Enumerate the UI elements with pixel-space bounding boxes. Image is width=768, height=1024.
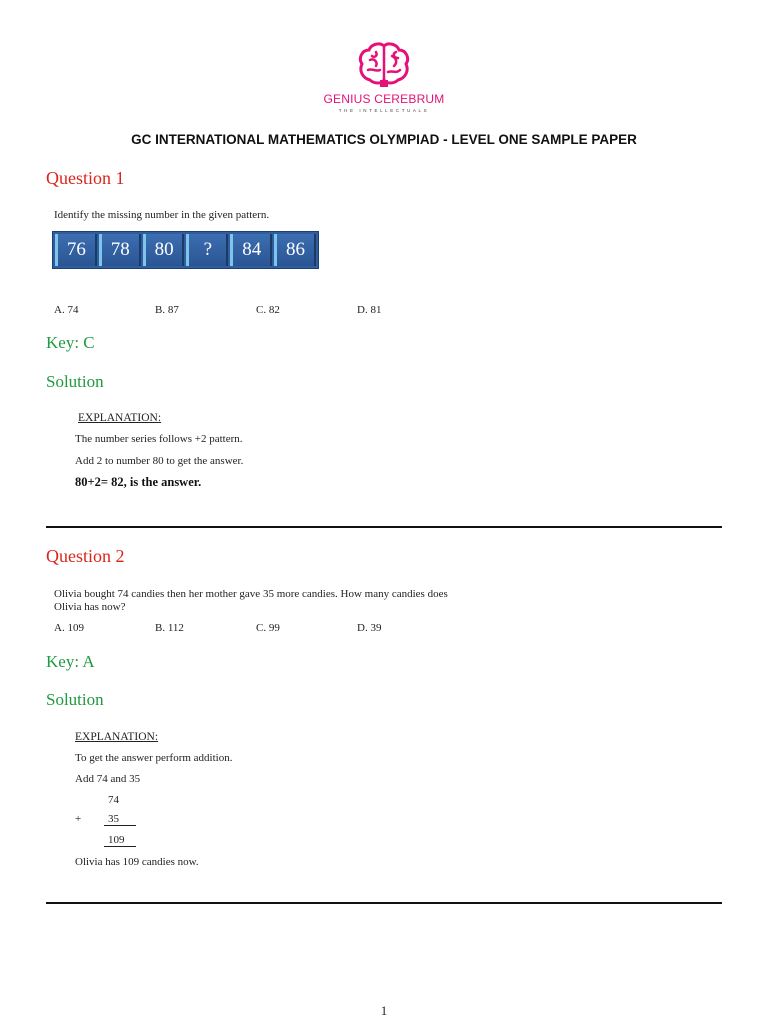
option-d: D. 81 [357,304,382,316]
page-number: 1 [380,1003,388,1018]
explanation-heading: EXPLANATION: [75,731,159,743]
explanation-heading: EXPLANATION: [78,412,162,424]
explanation-line: The number series follows +2 pattern. [75,433,243,445]
pattern-cell: 84 [230,234,272,266]
addend-a: 74 [108,794,119,806]
question-1-key: Key: C [46,333,95,352]
question-2-prompt-line2: Olivia has now? [54,601,126,613]
addend-b: 35 [104,813,136,826]
question-2-heading: Question 2 [46,546,125,566]
pattern-cell: 78 [99,234,141,266]
conclusion: Olivia has 109 candies now. [75,856,199,868]
option-b: B. 87 [155,304,179,316]
pattern-cell: 80 [143,234,185,266]
document-title: GC INTERNATIONAL MATHEMATICS OLYMPIAD - LEVEL ONE SAMPLE PAPER [131,132,637,147]
logo [320,40,448,120]
section-divider [46,902,722,904]
explanation-line: To get the answer perform addition. [75,752,233,764]
option-a: A. 109 [54,622,84,634]
plus-sign: + [75,813,82,825]
explanation-line: Add 74 and 35 [75,773,141,785]
question-1-solution-heading: Solution [46,372,104,391]
number-pattern [52,231,319,269]
pattern-cell: 76 [55,234,97,266]
option-d: D. 39 [357,622,382,634]
question-1-prompt: Identify the missing number in the given pattern. [54,209,270,221]
brain-icon [356,40,412,88]
answer-statement: 80+2= 82, is the answer. [75,475,202,489]
question-2-prompt-line1: Olivia bought 74 candies then her mother gave 35 more candies. How many candies does [54,588,448,600]
option-c: C. 99 [256,622,280,634]
question-1-heading: Question 1 [46,168,125,188]
pattern-cell: 86 [274,234,316,266]
question-2-key: Key: A [46,652,95,671]
option-a: A. 74 [54,304,79,316]
explanation-line: Add 2 to number 80 to get the answer. [75,455,244,467]
option-c: C. 82 [256,304,280,316]
logo-tagline: THE INTELLECTUALS [338,108,430,113]
sum-result: 109 [104,834,136,847]
option-b: B. 112 [155,622,184,634]
section-divider [46,526,722,528]
logo-name: GENIUS CEREBRUM [323,92,445,106]
pattern-cell-missing: ? [186,234,228,266]
question-2-solution-heading: Solution [46,690,104,709]
